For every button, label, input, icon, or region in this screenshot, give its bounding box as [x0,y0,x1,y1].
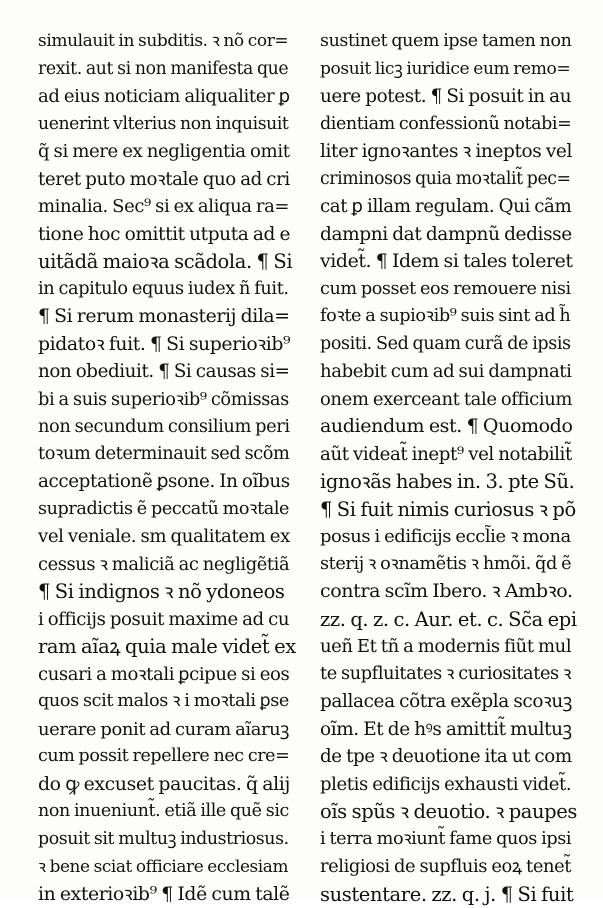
left-text-column [38,28,296,908]
text-line: sustentare. zz. q. j. ¶ Si fuit [320,881,578,908]
text-line: audiendum est. ¶ Quomodo [320,413,578,441]
text-line: uerare ponit ad curam aĩaruꝫ [38,716,296,744]
text-line: teret puto moꝛtale quo ad cri [38,166,296,194]
text-line: religiosi de supfluis eoꝝ tenet̃ [320,853,578,881]
text-line: ad eius noticiam aliqualiter ꝑ [38,83,296,111]
text-line: criminosos quia moꝛtalit̃ pec= [320,166,578,194]
text-line: ignoꝛãs habes in. 3. pte Sũ. [320,468,578,496]
right-text-column [320,28,578,908]
text-line: cessus ꝛ maliciã ac negligẽtiã [38,551,296,579]
text-line: i officijs posuit maxime ad cu [38,606,296,634]
text-line: uitãdã maioꝛa scãdola. ¶ Si [38,248,296,276]
text-line: quos scit malos ꝛ i moꝛtali ꝑse [38,688,296,716]
text-line: pletis edificijs exhausti videt̃. [320,771,578,799]
text-line: tione hoc omittit utputa ad e [38,221,296,249]
text-line: positi. Sed quam curã de ipsis [320,331,578,359]
text-line: acceptationẽ ꝑsone. In oĩbus [38,468,296,496]
text-line: dampni dat dampnũ dedisse [320,221,578,249]
text-line: zz. q. z. c. Aur. et. c. Sc̃a epi [320,606,578,634]
text-line: vel veniale. sm qualitatem ex [38,523,296,551]
text-line: posuit licꝫ iuridice eum remo= [320,56,578,84]
text-line: liter ignoꝛantes ꝛ ineptos vel [320,138,578,166]
text-line: ꝛ bene sciat officiare ecclesiam [38,853,296,881]
text-line: do ꝙ excuset paucitas. q̃ alij [38,771,296,799]
text-line: non obediuit. ¶ Si causas si= [38,358,296,386]
text-line: ¶ Si rerum monasterij dila= [38,303,296,331]
text-line: ¶ Si indignos ꝛ nõ ydoneos [38,578,296,606]
text-line: te supfluitates ꝛ curiositates ꝛ [320,661,578,689]
text-line: i terra moꝛiunt̃ fame quos ipsi [320,826,578,854]
text-line: non inueniunt̃. etiã ille quẽ sic [38,798,296,826]
text-line: uere potest. ¶ Si posuit in au [320,83,578,111]
text-line: sustinet quem ipse tamen non [320,28,578,56]
text-line: ueñ Et tñ a modernis fiũt mul [320,633,578,661]
text-line: uenerint vlterius non inquisuit [38,111,296,139]
text-line: ram aĩaꝝ quia male videt̃ ex [38,633,296,661]
text-line: oĩs spũs ꝛ deuotio. ꝛ paupes [320,798,578,826]
text-line: contra scĩm Ibero. ꝛ Ambꝛo. [320,578,578,606]
text-line: in exterioꝛib⁹ ¶ Idẽ cum talẽ [38,881,296,908]
text-line: cum posset eos remouere nisi [320,276,578,304]
text-line: sterij ꝛ oꝛnamẽtis ꝛ hmõi. q̃d ẽ [320,551,578,579]
text-line: minalia. Sec⁹ si ex aliqua ra= [38,193,296,221]
text-line: aũt videat̃ inept⁹ vel notabilit̃ [320,441,578,469]
text-line: bi a suis superioꝛib⁹ cõmissas [38,386,296,414]
text-line: habebit cum ad sui dampnati [320,358,578,386]
text-line: onem exerceant tale officium [320,386,578,414]
text-line: rexit. aut si non manifesta que [38,56,296,84]
text-line: de tpe ꝛ deuotione ita ut com [320,743,578,771]
text-line: videt̃. ¶ Idem si tales toleret [320,248,578,276]
text-line: simulauit in subditis. ꝛ nõ cor= [38,28,296,56]
text-line: in capitulo equus iudex ñ fuit. [38,276,296,304]
text-line: cat ꝑ illam regulam. Qui cãm [320,193,578,221]
text-line: toꝛum determinauit sed scõm [38,441,296,469]
text-line: posus i edificijs eccl̃ie ꝛ mona [320,523,578,551]
text-line: pallacea cõtra exẽpla scoꝛuꝫ [320,688,578,716]
text-line: foꝛte a supioꝛib⁹ suis sint ad h̃ [320,303,578,331]
text-line: ¶ Si fuit nimis curiosus ꝛ põ [320,496,578,524]
text-line: pidatoꝛ fuit. ¶ Si superioꝛib⁹ [38,331,296,359]
text-line: supradictis ẽ peccatũ moꝛtale [38,496,296,524]
text-line: q̃ si mere ex negligentia omit [38,138,296,166]
text-line: cum possit repellere nec cre= [38,743,296,771]
text-line: non secundum consilium peri [38,413,296,441]
text-line: oĩm. Et de hꝰs amittit̃ multuꝫ [320,716,578,744]
text-line: dientiam confessionũ notabi= [320,111,578,139]
text-line: posuit sit multuꝫ industriosus. [38,826,296,854]
text-line: cusari a moꝛtali ꝑcipue si eos [38,661,296,689]
